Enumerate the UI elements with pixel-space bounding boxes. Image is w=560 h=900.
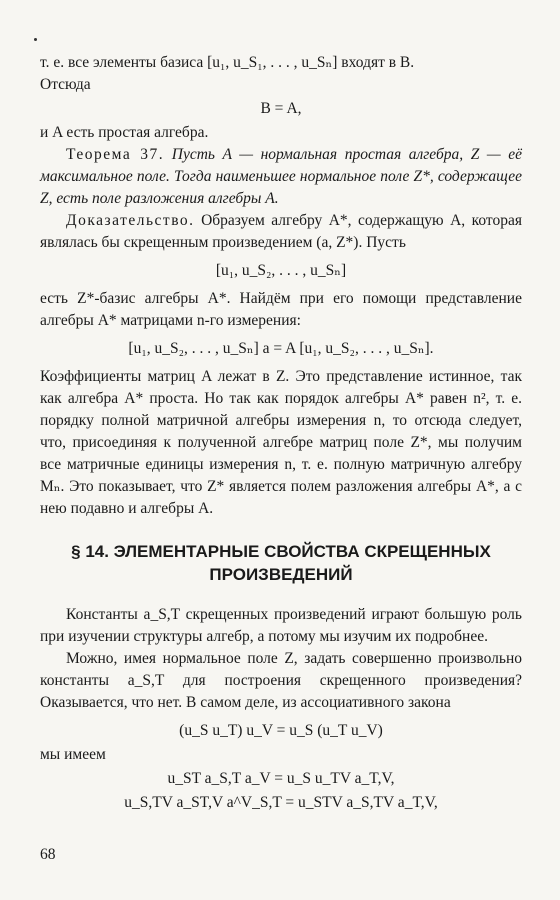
equation: B = A,	[260, 100, 302, 117]
text-line: и A есть простая алгебра.	[40, 124, 209, 141]
theorem-label: Теорема 37.	[66, 146, 165, 163]
equation: (u_S u_T) u_V = u_S (u_T u_V)	[179, 722, 383, 739]
equation: [u₁, u_S₂, . . . , u_Sₙ] a = A [u₁, u_S₂, . . . , u_Sₙ].	[128, 340, 434, 357]
theorem-paragraph	[40, 144, 522, 210]
paragraph: Можно, имея нормальное поле Z, задать совершенно произвольно константы a_S,T для построения скрещенного произведения? Оказывается, что нет. В самом деле, из ассоциативного закона	[40, 650, 522, 711]
text-line: мы имеем	[40, 746, 106, 763]
text-line: Отсюда	[40, 76, 91, 93]
document-body	[40, 52, 522, 816]
paragraph: есть Z*-базис алгебры A*. Найдём при его помощи представление алгебры A* матрицами n-го измерения:	[40, 290, 522, 329]
text-line: т. е. все элементы базиса [u₁, u_S₁, . . . , u_Sₙ] входят в B.	[40, 54, 415, 71]
paragraph: Коэффициенты матриц A лежат в Z. Это представление истинное, так как алгебра A* проста. Но так как порядок алгебры A* равен n², т. е. порядку полной матричной алгебры измерения n, то отсюда следует, что, присоединяя к полученной алгебре матриц поле Z*, мы получим все матричные единицы измерения n, т. е. полную матричную алгебру Mₙ. Это показывает, что Z* является полем разложения алгебры A*, а с нею подавно и алгебры A.	[40, 368, 522, 517]
equation: [u₁, u_S₂, . . . , u_Sₙ]	[215, 262, 347, 279]
proof-paragraph	[40, 210, 522, 254]
paragraph: Константы a_S,T скрещенных произведений играют большую роль при изучении структуры алгебр, а потому мы изучим их подробнее.	[40, 606, 522, 645]
page-number: 68	[40, 846, 56, 863]
equation: u_ST a_S,T a_V = u_S u_TV a_T,V,	[167, 770, 395, 787]
section-heading: § 14. ЭЛЕМЕНТАРНЫЕ СВОЙСТВА СКРЕЩЕННЫХ ПРОИЗВЕДЕНИЙ	[71, 542, 491, 584]
proof-text: Образуем алгебру A*, содержащую A, которая являлась бы скрещенным произведением (a, Z*). Пусть	[40, 212, 523, 251]
equation: u_S,TV a_ST,V a^V_S,T = u_STV a_S,TV a_T,V,	[124, 794, 438, 811]
print-speck	[34, 38, 37, 41]
theorem-text: Пусть A — нормальная простая алгебра, Z — её максимальное поле. Тогда наименьшее нормальное поле Z*, содержащее Z, есть поле разложения алгебры A.	[40, 146, 523, 207]
proof-label: Доказательство.	[66, 212, 195, 229]
